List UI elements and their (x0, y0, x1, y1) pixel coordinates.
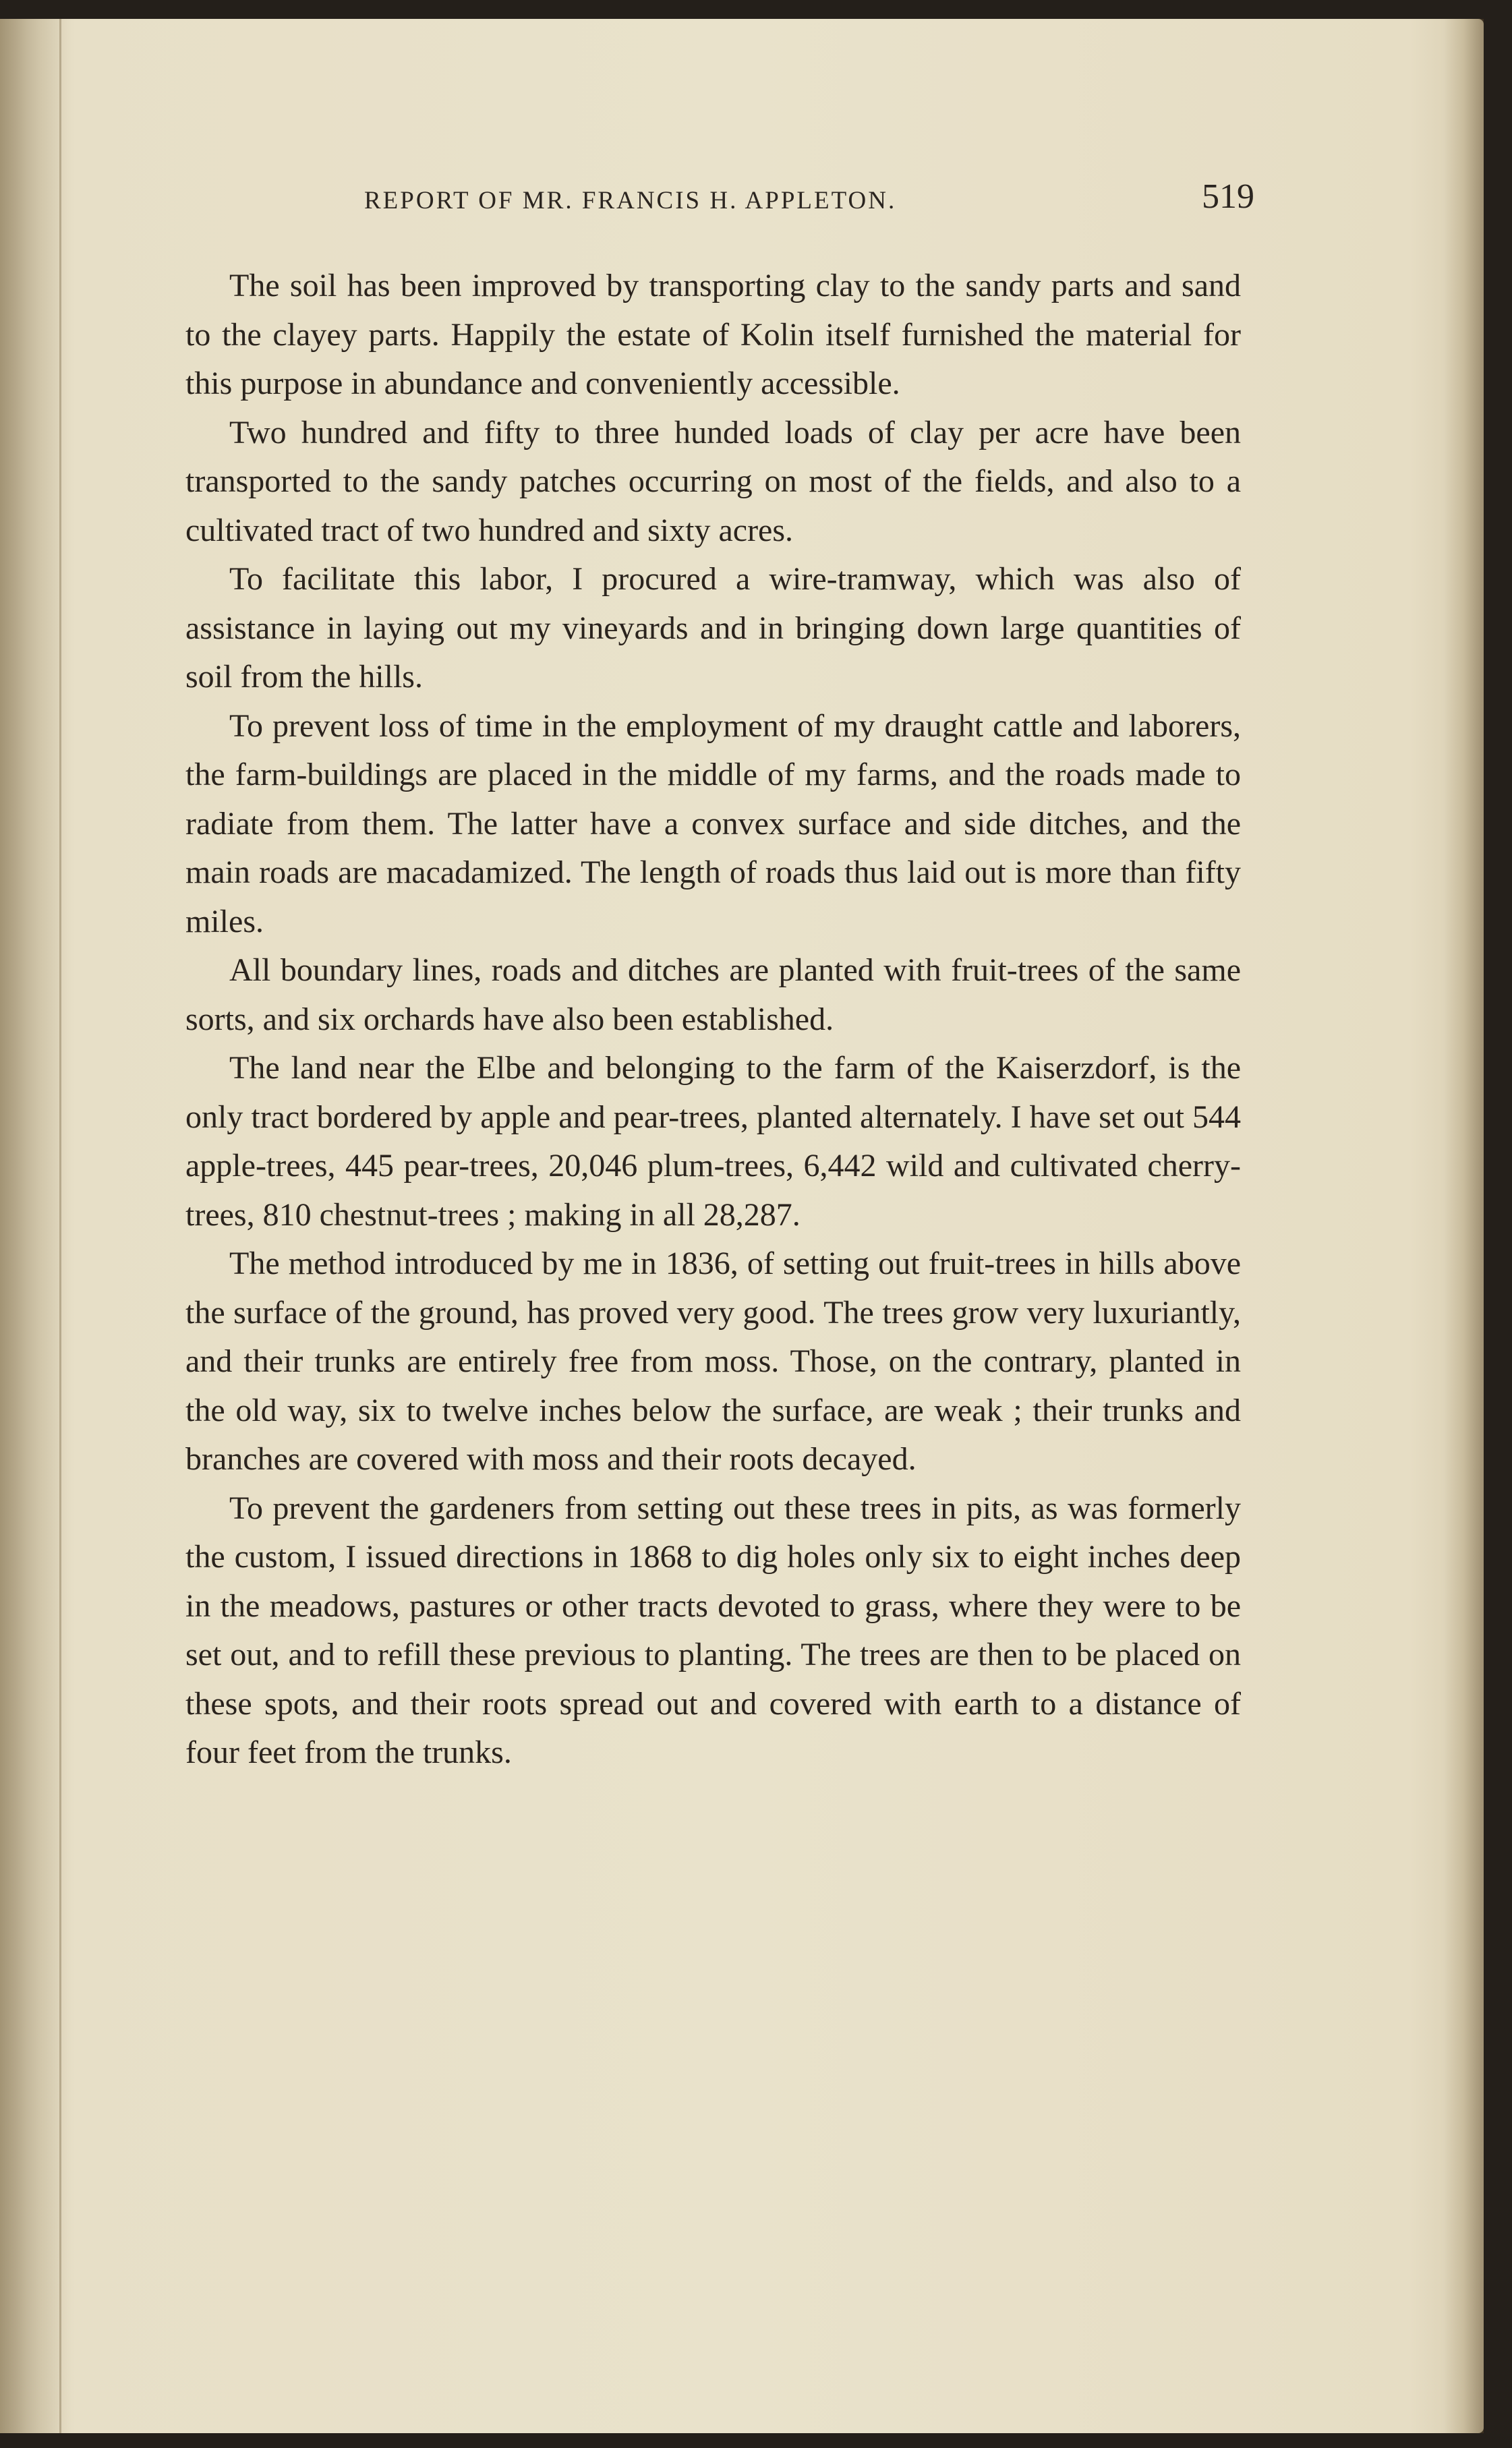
paragraph: The land near the Elbe and belonging to the farm of the Kaiserzdorf, is the only tract bordered by apple and pear-trees, planted alternately. I have set out 544 apple-trees, 445 pear-trees, 20,046 plum-trees, 6,442 wild and cultivated cherry-trees, 810 chestnut-trees ; making in all 28,287. (185, 1050, 1241, 1233)
page-header (364, 177, 1254, 224)
page-edge (1443, 19, 1484, 2433)
paragraph: All boundary lines, roads and ditches are planted with fruit-trees of the same sorts, and six orchards have also been established. (185, 952, 1241, 1037)
binding-edge (59, 19, 61, 2433)
paragraph: To prevent the gardeners from setting out these trees in pits, as was formerly the custom, I issued directions in 1868 to dig holes only six to eight inches deep in the meadows, pastures or other tracts devoted to grass, where they were to be set out, and to refill these previous to planting. The trees are then to be placed on these spots, and their roots spread out and covered with earth to a distance of four feet from the trunks. (185, 1490, 1241, 1770)
paragraph: To prevent loss of time in the employment of my draught cattle and laborers, the farm-buildings are placed in the middle of my farms, and the roads made to radiate from them. The latter have a convex surface and side ditches, and the main roads are macadamized. The length of roads thus laid out is more than fifty miles. (185, 707, 1241, 939)
paragraph: The method introduced by me in 1836, of setting out fruit-trees in hills above the surface of the ground, has proved very good. The trees grow very luxuriantly, and their trunks are entirely free from moss. Those, on the contrary, planted in the old way, six to twelve inches below the surface, are weak ; their trunks and branches are covered with moss and their roots decayed. (185, 1246, 1241, 1477)
running-title: REPORT OF MR. FRANCIS H. APPLETON. (364, 187, 897, 214)
body-text (185, 262, 1241, 1778)
paragraph: To facilitate this labor, I procured a wire-tramway, which was also of assistance in laying out my vineyards and in bringing down large quantities of soil from the hills. (185, 561, 1241, 695)
gutter-shadow (0, 19, 74, 2433)
paragraph: Two hundred and fifty to three hunded loads of clay per acre have been transported to the sandy patches occurring on most of the fields, and also to a cultivated tract of two hundred and sixty acres. (185, 414, 1241, 548)
paragraph: The soil has been improved by transporting clay to the sandy parts and sand to the clayey parts. Happily the estate of Kolin itself furnished the material for this purpose in abundance and conveniently accessible. (185, 268, 1241, 401)
page-number: 519 (1202, 177, 1254, 216)
